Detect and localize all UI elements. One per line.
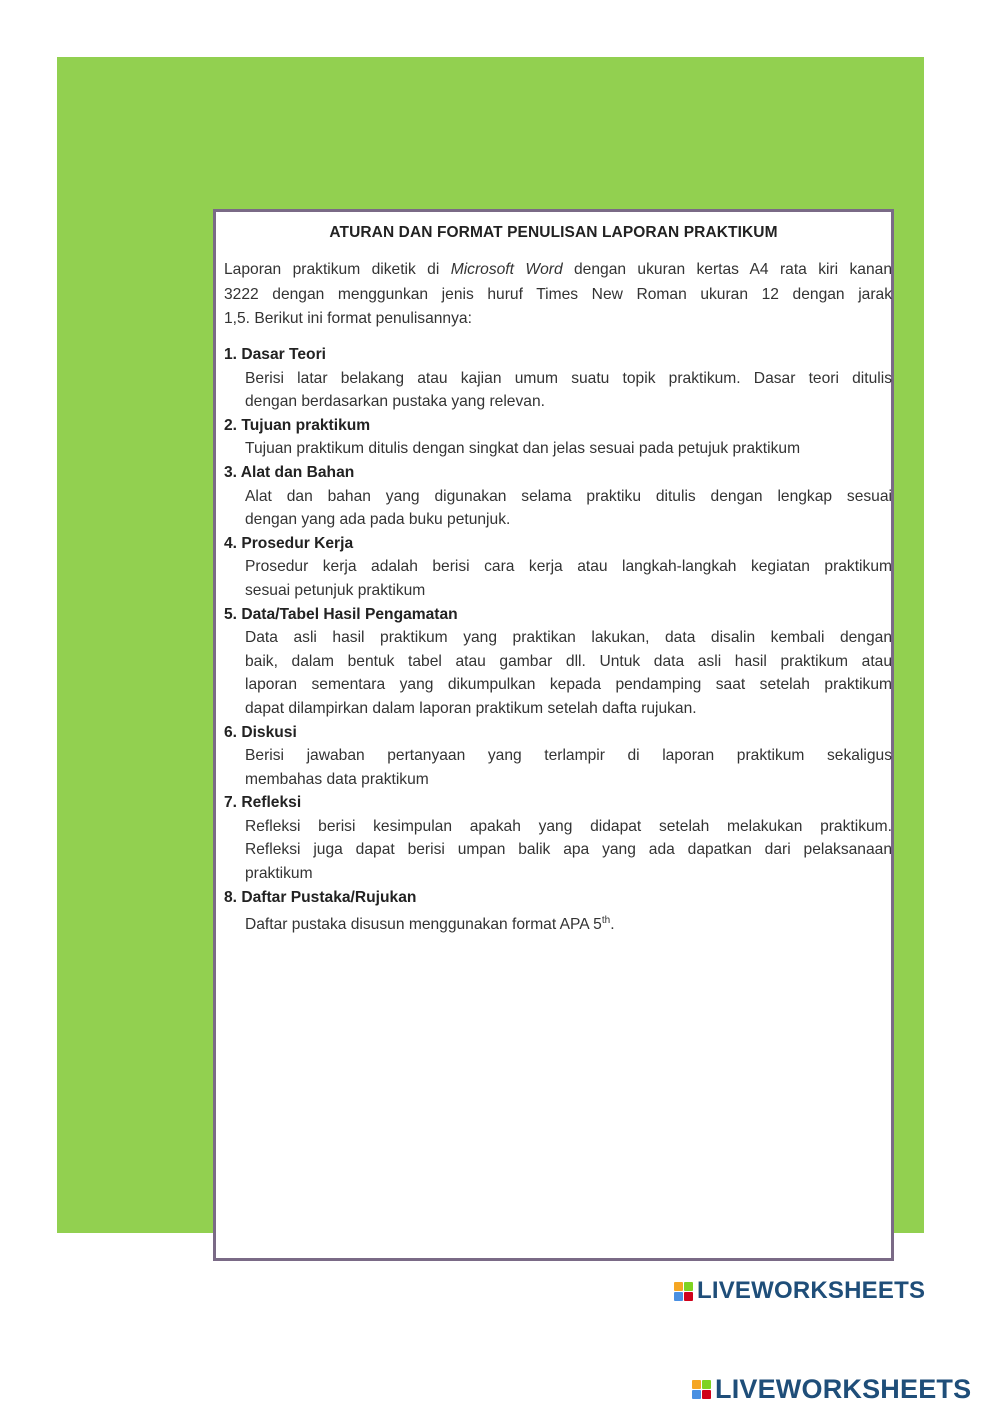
section-line: dapat dilampirkan dalam laporan praktikum setelah dafta rujukan. xyxy=(245,699,697,717)
logo-square xyxy=(692,1380,701,1389)
logo-square xyxy=(702,1390,711,1399)
section-heading: 7. Refleksi xyxy=(224,794,302,812)
section-heading: 4. Prosedur Kerja xyxy=(224,534,354,552)
logo-square xyxy=(674,1292,683,1301)
section-body xyxy=(224,437,892,461)
logo-square xyxy=(684,1282,693,1291)
liveworksheets-watermark-bottom xyxy=(692,1374,971,1405)
section-line: Berisi latar belakang atau kajian umum suatu topik praktikum. Dasar teori ditulis xyxy=(245,369,892,387)
liveworksheets-watermark xyxy=(674,1277,925,1305)
section-body xyxy=(224,744,892,791)
logo-square xyxy=(692,1390,701,1399)
section-tujuan-praktikum xyxy=(224,414,892,461)
section-line: baik, dalam bentuk tabel atau gambar dll. Untuk data asli hasil praktikum atau xyxy=(245,652,892,670)
section-data-tabel xyxy=(224,603,892,721)
green-background-panel xyxy=(57,57,924,1233)
intro-line: 1,5. Berikut ini format penulisannya: xyxy=(224,310,472,327)
section-line: sesuai petunjuk praktikum xyxy=(245,581,426,599)
section-line: membahas data praktikum xyxy=(245,770,429,788)
section-line: Prosedur kerja adalah berisi cara kerja atau langkah-langkah kegiatan praktikum xyxy=(245,558,892,576)
intro-line: Laporan praktikum diketik di Microsoft Word dengan ukuran kertas A4 rata kiri kanan xyxy=(224,261,893,278)
section-body xyxy=(224,626,892,720)
section-line: Berisi jawaban pertanyaan yang terlampir di laporan praktikum sekaligus xyxy=(245,747,892,765)
section-line: Refleksi berisi kesimpulan apakah yang didapat setelah melakukan praktikum. xyxy=(245,817,892,835)
section-heading: 8. Daftar Pustaka/Rujukan xyxy=(224,888,417,906)
section-alat-dan-bahan xyxy=(224,461,892,532)
section-list xyxy=(224,343,892,933)
liveworksheets-logo-icon xyxy=(692,1380,711,1399)
section-body xyxy=(224,909,892,933)
section-line: praktikum xyxy=(245,865,313,883)
intro-paragraph xyxy=(224,258,892,332)
intro-line: 3222 dengan menggunkan jenis huruf Times New Roman ukuran 12 dengan jarak xyxy=(224,285,892,303)
section-prosedur-kerja xyxy=(224,532,892,603)
logo-square xyxy=(684,1292,693,1301)
section-refleksi xyxy=(224,791,892,885)
section-heading: 6. Diskusi xyxy=(224,723,297,741)
section-line: Daftar pustaka disusun menggunakan format APA 5th. xyxy=(245,915,615,934)
section-line: dengan yang ada pada buku petunjuk. xyxy=(245,511,511,529)
section-line: Refleksi juga dapat berisi umpan balik apa yang ada dapatkan dari pelaksanaan xyxy=(245,841,892,859)
section-daftar-pustaka xyxy=(224,886,892,933)
watermark-text: LIVEWORKSHEETS xyxy=(715,1374,972,1404)
section-body xyxy=(224,555,892,602)
section-line: Tujuan praktikum ditulis dengan singkat dan jelas sesuai pada petujuk praktikum xyxy=(245,440,801,458)
section-heading: 1. Dasar Teori xyxy=(224,346,326,363)
section-heading: 3. Alat dan Bahan xyxy=(224,463,355,481)
logo-square xyxy=(702,1380,711,1389)
section-line: Alat dan bahan yang digunakan selama praktiku ditulis dengan lengkap sesuai xyxy=(245,487,892,505)
section-heading: 2. Tujuan praktikum xyxy=(224,416,371,434)
section-line: dengan berdasarkan pustaka yang relevan. xyxy=(245,393,545,411)
document-title: ATURAN DAN FORMAT PENULISAN LAPORAN PRAKTIKUM xyxy=(329,224,778,241)
watermark-text: LIVEWORKSHEETS xyxy=(697,1277,926,1304)
logo-square xyxy=(674,1282,683,1291)
liveworksheets-logo-icon xyxy=(674,1282,693,1301)
section-line: Data asli hasil praktikum yang praktikan lakukan, data disalin kembali dengan xyxy=(245,629,892,647)
section-line: laporan sementara yang dikumpulkan kepada pendamping saat setelah praktikum xyxy=(245,676,892,694)
section-body xyxy=(224,815,892,886)
document-box xyxy=(213,209,894,1261)
section-dasar-teori xyxy=(224,343,892,414)
section-heading: 5. Data/Tabel Hasil Pengamatan xyxy=(224,605,458,623)
section-body xyxy=(224,367,892,414)
section-body xyxy=(224,485,892,532)
section-diskusi xyxy=(224,721,892,792)
